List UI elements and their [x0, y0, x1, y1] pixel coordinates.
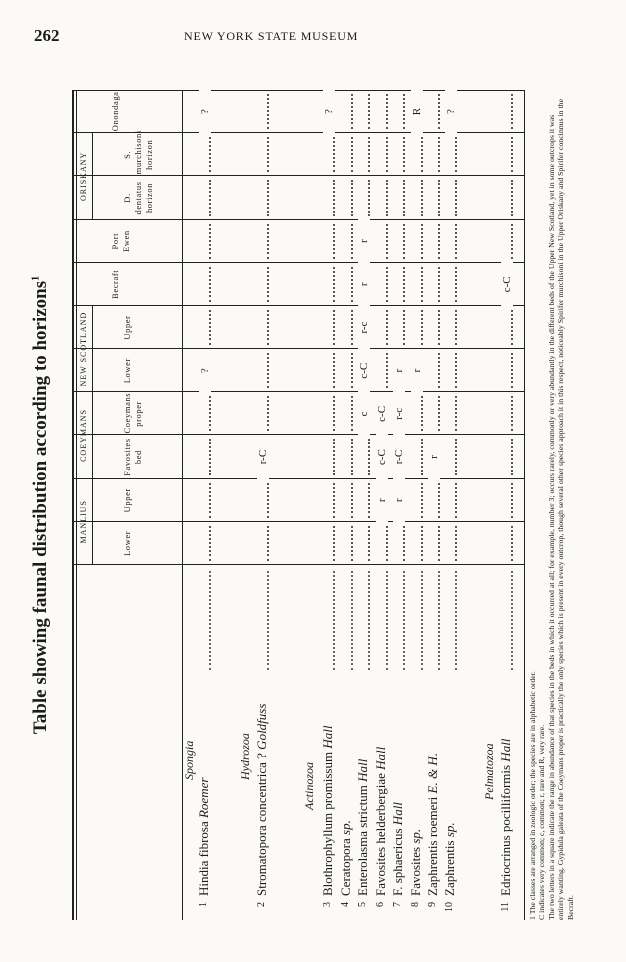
- cell-dot-leader: [511, 526, 513, 561]
- cell-dot-leader: [267, 353, 269, 388]
- row-number: 11: [500, 902, 511, 912]
- cell-dot-leader: [438, 353, 440, 388]
- row-number: 10: [444, 902, 455, 912]
- rule-line: [72, 90, 74, 920]
- page-header: [34, 26, 594, 46]
- column-header-1: Upper: [122, 488, 132, 513]
- cell-dot-leader: [421, 180, 423, 215]
- cell-dot-leader: [511, 439, 513, 474]
- dot-leader: [333, 571, 335, 670]
- cell-dot-leader: [455, 224, 457, 259]
- cell-dot-leader: [333, 483, 335, 518]
- cell-dot-leader: [455, 396, 457, 431]
- row-number: 7: [392, 902, 403, 907]
- cell-dot-leader: [351, 137, 353, 172]
- section-heading-1: Hydrozoa: [238, 733, 252, 780]
- group-header-1: COEYMANS: [79, 409, 88, 462]
- cell-dot-leader: [386, 310, 388, 345]
- cell-dot-leader: [403, 180, 405, 215]
- cell-dot-leader: [438, 526, 440, 561]
- species-binomial: F. sphaericus: [390, 825, 405, 896]
- cell-value: r: [376, 478, 388, 522]
- cell-dot-leader: [455, 353, 457, 388]
- cell-dot-leader: [386, 267, 388, 302]
- cell-dot-leader: [421, 310, 423, 345]
- cell-value: r: [393, 478, 405, 522]
- cell-dot-leader: [267, 137, 269, 172]
- species-name: [390, 802, 406, 896]
- cell-dot-leader: [333, 396, 335, 431]
- cell-dot-leader: [403, 310, 405, 345]
- cell-dot-leader: [368, 137, 370, 172]
- rule-line: [92, 133, 93, 219]
- cell-dot-leader: [333, 310, 335, 345]
- species-name: [408, 829, 424, 896]
- cell-dot-leader: [267, 224, 269, 259]
- cell-dot-leader: [209, 224, 211, 259]
- cell-dot-leader: [267, 94, 269, 129]
- species-binomial: Zaphrentis: [442, 837, 457, 896]
- page-number: 262: [34, 26, 60, 45]
- species-name: [442, 822, 458, 896]
- species-author: sp.: [408, 828, 423, 844]
- cell-dot-leader: [421, 137, 423, 172]
- cell-dot-leader: [368, 180, 370, 215]
- cell-dot-leader: [455, 180, 457, 215]
- cell-dot-leader: [333, 353, 335, 388]
- column-rule: [72, 521, 524, 522]
- rule-line: [92, 306, 93, 392]
- species-author: Hall: [498, 738, 513, 762]
- species-author: Hall: [320, 725, 335, 749]
- section-heading-2: Actinozoa: [302, 762, 316, 810]
- cell-dot-leader: [368, 483, 370, 518]
- species-binomial: Edriocrinus pocilliformis: [498, 761, 513, 896]
- rule-line: [92, 479, 93, 565]
- cell-dot-leader: [455, 526, 457, 561]
- cell-value: c-C: [501, 262, 513, 306]
- footnotes: [528, 90, 575, 920]
- cell-dot-leader: [511, 224, 513, 259]
- section-heading-3: Pelmatozoa: [482, 743, 496, 800]
- cell-dot-leader: [267, 180, 269, 215]
- cell-dot-leader: [511, 180, 513, 215]
- species-name: [355, 759, 371, 896]
- cell-dot-leader: [438, 137, 440, 172]
- dot-leader: [267, 571, 269, 670]
- cell-dot-leader: [351, 396, 353, 431]
- cell-dot-leader: [421, 396, 423, 431]
- cell-dot-leader: [455, 439, 457, 474]
- cell-dot-leader: [209, 483, 211, 518]
- cell-value: c-C: [358, 349, 370, 393]
- species-name: [338, 820, 354, 896]
- cell-dot-leader: [351, 353, 353, 388]
- row-number: 2: [256, 902, 267, 907]
- cell-dot-leader: [333, 224, 335, 259]
- species-name: [498, 739, 514, 896]
- species-binomial: Hindia fibrosa: [196, 818, 211, 896]
- rule-line: [182, 90, 183, 920]
- cell-dot-leader: [403, 94, 405, 129]
- rotated-table-area: [28, 90, 588, 920]
- group-header-0: MANLIUS: [79, 500, 88, 544]
- dot-leader: [438, 571, 440, 670]
- table-title-text: Table showing faunal distribution according to horizons: [30, 280, 51, 735]
- dot-leader: [368, 571, 370, 670]
- cell-dot-leader: [438, 396, 440, 431]
- cell-dot-leader: [267, 267, 269, 302]
- cell-dot-leader: [209, 137, 211, 172]
- species-author: sp.: [338, 820, 353, 835]
- column-rule: [72, 348, 524, 349]
- column-rule: [72, 262, 524, 263]
- cell-dot-leader: [386, 137, 388, 172]
- species-binomial: Stromatopora concentrica ?: [254, 749, 269, 896]
- cell-value: r: [428, 435, 440, 479]
- cell-value: r-C: [257, 435, 269, 479]
- cell-dot-leader: [351, 224, 353, 259]
- cell-value: ?: [199, 349, 211, 393]
- cell-dot-leader: [421, 224, 423, 259]
- rule-line: [92, 392, 93, 478]
- cell-dot-leader: [333, 137, 335, 172]
- cell-dot-leader: [511, 310, 513, 345]
- running-head: NEW YORK STATE MUSEUM: [184, 29, 359, 43]
- cell-dot-leader: [403, 137, 405, 172]
- cell-dot-leader: [511, 94, 513, 129]
- cell-dot-leader: [368, 526, 370, 561]
- species-author: Roemer: [196, 777, 211, 819]
- dot-leader: [403, 571, 405, 670]
- cell-dot-leader: [421, 267, 423, 302]
- cell-value: c-C: [376, 435, 388, 479]
- cell-dot-leader: [386, 94, 388, 129]
- dot-leader: [511, 571, 513, 670]
- dot-leader: [386, 571, 388, 670]
- species-name: [196, 778, 212, 896]
- species-binomial: Ceratopora: [338, 834, 353, 896]
- cell-value: R: [411, 90, 423, 134]
- cell-dot-leader: [351, 483, 353, 518]
- column-header-5: Upper: [122, 315, 132, 340]
- cell-dot-leader: [351, 439, 353, 474]
- column-rule: [72, 305, 524, 306]
- dot-leader: [209, 571, 211, 670]
- cell-dot-leader: [421, 439, 423, 474]
- cell-dot-leader: [351, 94, 353, 129]
- species-name: [320, 726, 336, 896]
- species-binomial: Favosites helderbergiae: [373, 769, 388, 896]
- dot-leader: [455, 571, 457, 670]
- cell-dot-leader: [421, 483, 423, 518]
- column-header-3: Coeymans proper: [122, 392, 143, 434]
- cell-dot-leader: [267, 483, 269, 518]
- cell-dot-leader: [438, 267, 440, 302]
- species-author: Goldfuss: [254, 703, 269, 750]
- column-rule: [72, 434, 524, 435]
- cell-dot-leader: [267, 526, 269, 561]
- cell-dot-leader: [403, 224, 405, 259]
- cell-dot-leader: [403, 526, 405, 561]
- cell-dot-leader: [351, 310, 353, 345]
- footnote-line: 1 The classes are arranged in zoologic order; the species are in alphabetic order.: [528, 671, 537, 920]
- cell-dot-leader: [209, 180, 211, 215]
- table-title: [30, 90, 52, 920]
- cell-value: c: [358, 392, 370, 436]
- row-number: 3: [322, 902, 333, 907]
- footnote-line: C indicates very common; c, common; r, rare and R, very rare.: [537, 724, 547, 920]
- species-author: E. & H.: [425, 753, 440, 794]
- cell-dot-leader: [438, 224, 440, 259]
- cell-dot-leader: [386, 180, 388, 215]
- cell-value: c-C: [376, 392, 388, 436]
- column-rule: [72, 175, 524, 176]
- species-name: [373, 747, 389, 896]
- distribution-table: [70, 90, 524, 920]
- row-number: 8: [410, 902, 421, 907]
- rule-line: [76, 90, 77, 920]
- cell-dot-leader: [403, 267, 405, 302]
- cell-dot-leader: [421, 526, 423, 561]
- cell-value: r: [411, 349, 423, 393]
- column-header-8: D. dentatus horizon: [122, 181, 154, 215]
- column-rule: [72, 478, 524, 479]
- cell-dot-leader: [438, 310, 440, 345]
- cell-value: r: [358, 262, 370, 306]
- cell-dot-leader: [333, 267, 335, 302]
- group-header-2: NEW SCOTLAND: [79, 311, 88, 387]
- cell-dot-leader: [267, 396, 269, 431]
- footnote-line: The two letters in a square indicate the range in abundance of that species in the beds in which it occurred at all; for example, number 3; occurs rarely, commonly or very abundantly in the different beds of the Upper New Scotland, yet in some outcrops it was entirely wanting. Gypidula galeata of the Coeymans proper is practically the only species which is present in every outcrop, though several other species approach it in this respect, noticeably Spirifer murchisoni in the Upper Oriskany and Spirifer concinnus in the Becraft.: [546, 98, 575, 920]
- species-author: sp.: [442, 822, 457, 838]
- column-header-0: Lower: [122, 530, 132, 557]
- section-heading-0: Spongia: [182, 740, 196, 780]
- cell-dot-leader: [386, 224, 388, 259]
- cell-value: ?: [445, 90, 457, 134]
- column-header-7: Port Ewen: [110, 230, 131, 253]
- column-header-2: Favosites bed: [122, 438, 143, 476]
- cell-value: ?: [199, 90, 211, 134]
- title-footnote-mark: 1: [30, 275, 42, 281]
- cell-dot-leader: [511, 483, 513, 518]
- species-name: [254, 704, 270, 896]
- cell-dot-leader: [455, 483, 457, 518]
- cell-value: r-c: [358, 306, 370, 350]
- column-rule: [72, 219, 524, 220]
- cell-dot-leader: [438, 180, 440, 215]
- row-number: 5: [357, 902, 368, 907]
- rule-line: [524, 90, 525, 920]
- column-header-4: Lower: [122, 358, 132, 384]
- species-binomial: Favosites: [408, 843, 423, 896]
- cell-dot-leader: [511, 137, 513, 172]
- species-author: Hall: [390, 802, 405, 826]
- cell-dot-leader: [386, 353, 388, 388]
- cell-value: r-c: [393, 392, 405, 436]
- cell-value: r: [393, 349, 405, 393]
- cell-value: ?: [323, 90, 335, 134]
- cell-dot-leader: [511, 353, 513, 388]
- cell-dot-leader: [455, 267, 457, 302]
- cell-dot-leader: [333, 526, 335, 561]
- row-number: 4: [340, 902, 351, 907]
- species-name: [425, 753, 441, 896]
- cell-dot-leader: [455, 310, 457, 345]
- species-binomial: Enterolasma strictum: [355, 781, 370, 896]
- column-header-9: S. murchisoni horizon: [122, 130, 154, 175]
- dot-leader: [351, 571, 353, 670]
- species-binomial: Zaphrentis roemeri: [425, 793, 440, 896]
- row-number: 6: [375, 902, 386, 907]
- cell-dot-leader: [267, 310, 269, 345]
- row-number: 1: [198, 902, 209, 907]
- cell-dot-leader: [209, 439, 211, 474]
- cell-dot-leader: [351, 526, 353, 561]
- cell-value: r-C: [393, 435, 405, 479]
- cell-dot-leader: [209, 396, 211, 431]
- column-rule: [72, 391, 524, 392]
- species-author: Hall: [355, 758, 370, 782]
- cell-dot-leader: [209, 526, 211, 561]
- group-header-3: ORISKANY: [79, 151, 88, 202]
- cell-value: r: [358, 219, 370, 263]
- column-header-6: Becraft: [110, 269, 120, 299]
- cell-dot-leader: [368, 439, 370, 474]
- cell-dot-leader: [351, 180, 353, 215]
- species-author: Hall: [373, 746, 388, 770]
- cell-dot-leader: [438, 94, 440, 129]
- column-header-10: Onondaga: [110, 91, 120, 132]
- dot-leader: [421, 571, 423, 670]
- cell-dot-leader: [511, 396, 513, 431]
- cell-dot-leader: [438, 483, 440, 518]
- cell-dot-leader: [351, 267, 353, 302]
- cell-dot-leader: [368, 94, 370, 129]
- column-rule: [72, 564, 524, 565]
- row-number: 9: [427, 902, 438, 907]
- cell-dot-leader: [386, 526, 388, 561]
- cell-dot-leader: [455, 137, 457, 172]
- species-binomial: Blothrophyllum promissum: [320, 748, 335, 896]
- cell-dot-leader: [209, 310, 211, 345]
- cell-dot-leader: [333, 180, 335, 215]
- cell-dot-leader: [333, 439, 335, 474]
- cell-dot-leader: [209, 267, 211, 302]
